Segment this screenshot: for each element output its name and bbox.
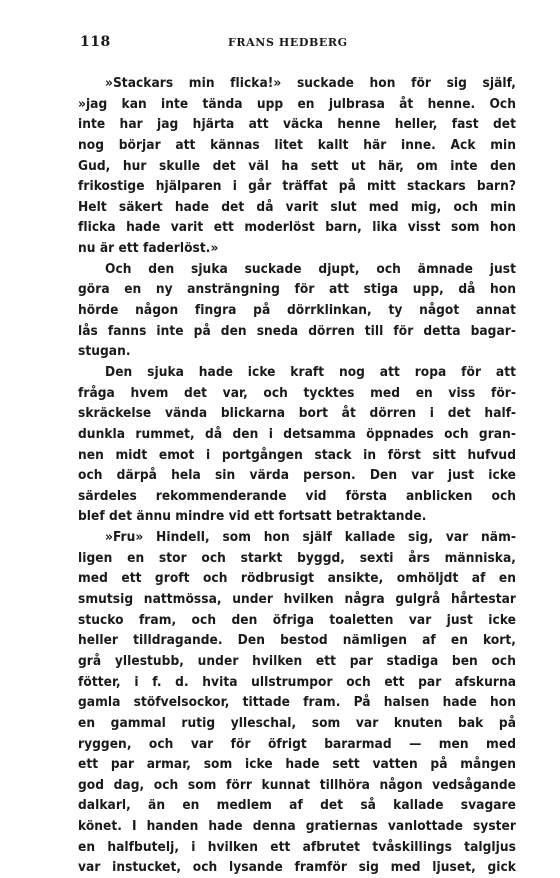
text-line: nen midt emot i portgången stack in först sitt hufvud xyxy=(78,446,516,463)
text-line: fråga hvem det var, och tycktes med en viss för- xyxy=(78,384,516,401)
text-line: med ett groft och rödbrusigt ansikte, omhöljdt af en xyxy=(78,570,516,587)
text-line: smutsig nattmössa, under hvilken några gulgrå hårtestar xyxy=(78,591,516,608)
text-line: god dag, och som förr kunnat tillhöra någon vedsågande xyxy=(78,776,516,793)
text-line: ett par armar, som icke hade sett vatten på mången xyxy=(78,756,516,773)
text-line: Gud, hur skulle det väl ha sett ut här, om inte den xyxy=(78,157,516,174)
text-line: lås fanns inte på den sneda dörren till för detta bagar- xyxy=(78,322,516,339)
text-line: göra en ny ansträngning för att stiga upp, då hon xyxy=(78,281,516,298)
text-line: ligen en stor och starkt byggd, sexti års människa, xyxy=(78,549,516,566)
text-line: inte har jag hjärta att väcka henne heller, fast det xyxy=(78,116,516,133)
text-line: könet. I handen hade denna gratiernas vanlottade syster xyxy=(78,818,516,835)
text-line: Och den sjuka suckade djupt, och ämnade just xyxy=(105,260,516,277)
book-page xyxy=(78,0,518,876)
text-line: en halfbutelj, i hvilken ett afbrutet tvåskillings talgljus xyxy=(78,838,516,855)
text-line: stugan. xyxy=(78,343,131,360)
text-line: fötter, i f. d. hvita ullstrumpor och ett par afskurna xyxy=(78,673,516,690)
text-line: Helt säkert hade det då varit slut med mig, och min xyxy=(78,198,516,215)
text-line: »Stackars min flicka!» suckade hon för sig själf, xyxy=(105,75,516,91)
page-number: 118 xyxy=(80,34,111,50)
text-line: heller tilldragande. Den bestod nämligen af en kort, xyxy=(78,632,516,649)
text-line: nu är ett faderlöst.» xyxy=(78,240,219,257)
text-line: dalkarl, än en medlem af det så kallade svagare xyxy=(78,797,516,814)
text-line: Den sjuka hade icke kraft nog att ropa för att xyxy=(105,363,516,380)
text-line: dunkla rummet, då den i detsamma öppnades och gran- xyxy=(78,425,516,442)
text-line: blef det ännu mindre vid ett fortsatt betraktande. xyxy=(78,508,427,525)
text-line: flicka hade varit ett moderlöst barn, lika visst som hon xyxy=(78,219,516,236)
body-text xyxy=(78,73,516,878)
text-line: nog börjar att kännas litet kallt här inne. Ack min xyxy=(78,136,516,153)
text-line: och därpå hela sin värda person. Den var just icke xyxy=(78,467,516,484)
text-line: gamla stöfvelsockor, tittade fram. På halsen hade hon xyxy=(78,694,516,711)
text-line: »jag kan inte tända upp en julbrasa åt henne. Och xyxy=(78,95,516,112)
text-line: var instucket, och lysande framför sig med ljuset, gick xyxy=(78,859,516,876)
text-line: en gammal rutig ylleschal, som var knuten bak på xyxy=(78,714,516,731)
text-line: stucko fram, och den öfriga toaletten var just icke xyxy=(78,611,516,628)
text-line: frikostige hjälparen i går träffat på mitt stackars barn? xyxy=(78,178,516,195)
text-line: ryggen, och var för öfrigt bararmad — men med xyxy=(78,735,516,752)
page-header xyxy=(78,34,518,54)
text-line: särdeles rekommenderande vid första anblicken och xyxy=(78,487,516,504)
text-line: grå yllestubb, under hvilken ett par stadiga ben och xyxy=(78,652,516,669)
text-line: hörde någon fingra på dörrklinkan, ty något annat xyxy=(78,302,516,319)
running-head: FRANS HEDBERG xyxy=(228,36,348,49)
text-line: »Fru» Hindell, som hon själf kallade sig, var näm- xyxy=(105,529,516,546)
text-line: skräckelse vända blickarna bort åt dörren i det half- xyxy=(78,405,516,422)
